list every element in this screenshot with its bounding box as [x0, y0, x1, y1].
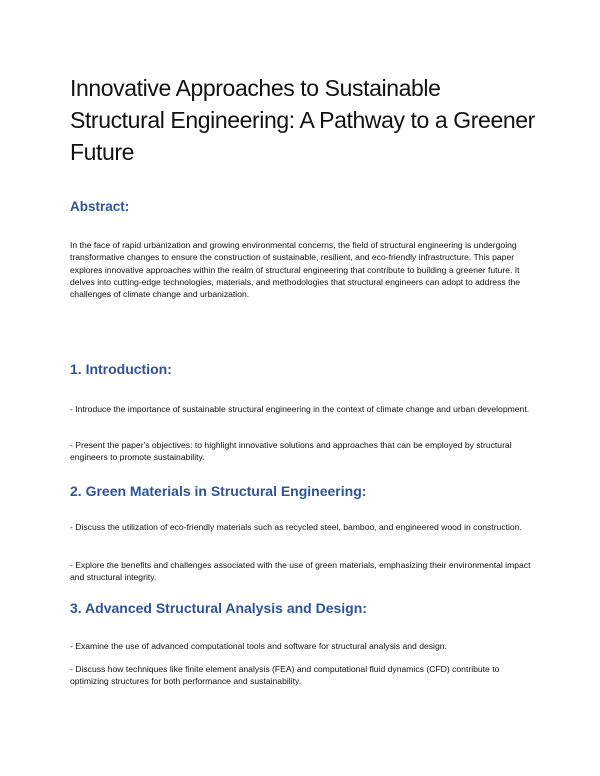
section-2-heading: 2. Green Materials in Structural Engineering: [70, 483, 367, 499]
abstract-text: In the face of rapid urbanization and growing environmental concerns, the field of structural engineering is undergoing transformative changes to ensure the construction of sustainable, resilient, and eco-friendly infrastructure. This paper explores innovative approaches within the realm of structural engineering that contribute to building a greener future. It delves into cutting-edge technologies, materials, and methodologies that structural engineers can adopt to address the challenges of climate change and urbanization. [70, 240, 521, 300]
section-1-point-2: - Present the paper's objectives: to highlight innovative solutions and approaches that can be employed by structural engineers to promote sustainability. [70, 440, 512, 463]
section-3-heading: 3. Advanced Structural Analysis and Design: [70, 600, 367, 616]
section-3-point-1: - Examine the use of advanced computational tools and software for structural analysis and design. [70, 641, 447, 651]
section-1-point-1: - Introduce the importance of sustainable structural engineering in the context of climate change and urban development. [70, 404, 530, 414]
section-1-heading: 1. Introduction: [70, 361, 172, 377]
abstract-heading: Abstract: [70, 199, 130, 214]
section-2-point-1: - Discuss the utilization of eco-friendly materials such as recycled steel, bamboo, and engineered wood in construction. [70, 522, 522, 532]
section-3-point-2: - Discuss how techniques like finite element analysis (FEA) and computational fluid dynamics (CFD) contribute to optimizing structures for both performance and sustainability. [70, 664, 500, 687]
section-2-point-2: - Explore the benefits and challenges associated with the use of green materials, emphasizing their environmental impact and structural integrity. [70, 560, 531, 583]
paper-title: Innovative Approaches to Sustainable Structural Engineering: A Pathway to a Greener Future [70, 75, 535, 165]
